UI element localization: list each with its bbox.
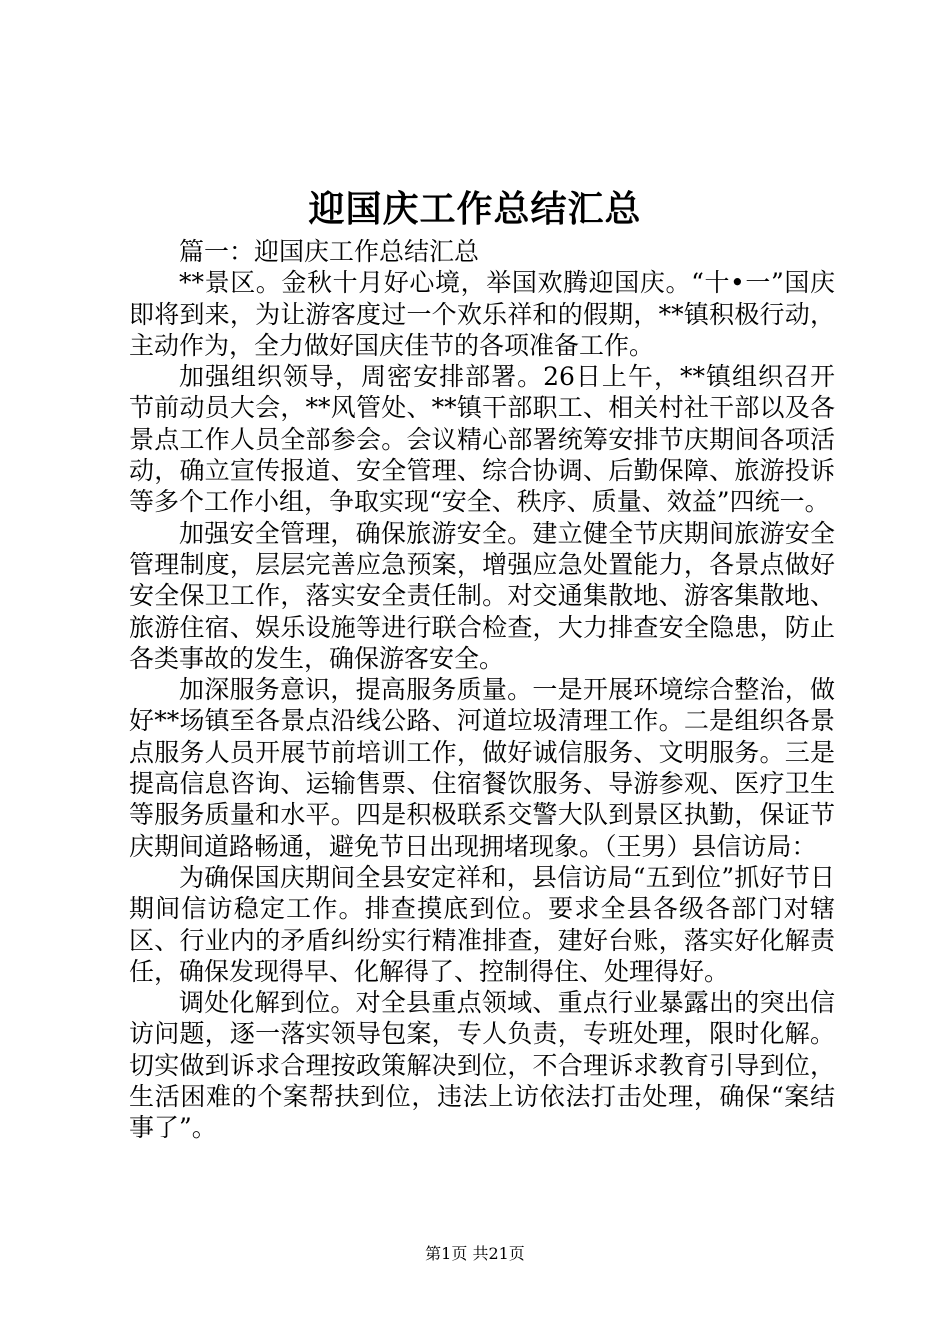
- paragraph-organization: 加强组织领导，周密安排部署。26日上午，**镇组织召开节前动员大会，**风管处、**镇干部职工、相关村社干部以及各景点工作人员全部参会。会议精心部署统筹安排节庆期间各项活动，确立宣传报道、安全管理、综合协调、后勤保障、旅游投诉等多个工作小组，争取实现“安全、秩序、质量、效益”四统一。: [129, 362, 835, 517]
- document-title: 迎国庆工作总结汇总: [308, 188, 642, 230]
- document-body: [129, 236, 835, 1144]
- paragraph-intro: **景区。金秋十月好心境，举国欢腾迎国庆。“十•一”国庆即将到来，为让游客度过一个欢乐祥和的假期，**镇积极行动，主动作为，全力做好国庆佳节的各项准备工作。: [129, 268, 835, 360]
- page-footer: 第1页 共21页: [425, 1244, 525, 1263]
- paragraph-section-heading: 篇一：迎国庆工作总结汇总: [179, 237, 480, 266]
- paragraph-mediation: 调处化解到位。对全县重点领域、重点行业暴露出的突出信访问题，逐一落实领导包案，专人负责，专班处理，限时化解。切实做到诉求合理按政策解决到位，不合理诉求教育引导到位，生活困难的个案帮扶到位，违法上访依法打击处理，确保“案结事了”。: [129, 988, 835, 1143]
- paragraph-petition: 为确保国庆期间全县安定祥和，县信访局“五到位”抓好节日期间信访稳定工作。排查摸底到位。要求全县各级各部门对辖区、行业内的矛盾纠纷实行精准排查，建好台账，落实好化解责任，确保发现得早、化解得了、控制得住、处理得好。: [129, 862, 835, 986]
- paragraph-safety: 加强安全管理，确保旅游安全。建立健全节庆期间旅游安全管理制度，层层完善应急预案，增强应急处置能力，各景点做好安全保卫工作，落实安全责任制。对交通集散地、游客集散地、旅游住宿、娱乐设施等进行联合检查，大力排查安全隐患，防止各类事故的发生，确保游客安全。: [129, 518, 835, 673]
- paragraph-service: 加深服务意识，提高服务质量。一是开展环境综合整治，做好**场镇至各景点沿线公路、河道垃圾清理工作。二是组织各景点服务人员开展节前培训工作，做好诚信服务、文明服务。三是提高信息咨询、运输售票、住宿餐饮服务、导游参观、医疗卫生等服务质量和水平。四是积极联系交警大队到景区执勤，保证节庆期间道路畅通，避免节日出现拥堵现象。（王男）县信访局：: [129, 675, 835, 861]
